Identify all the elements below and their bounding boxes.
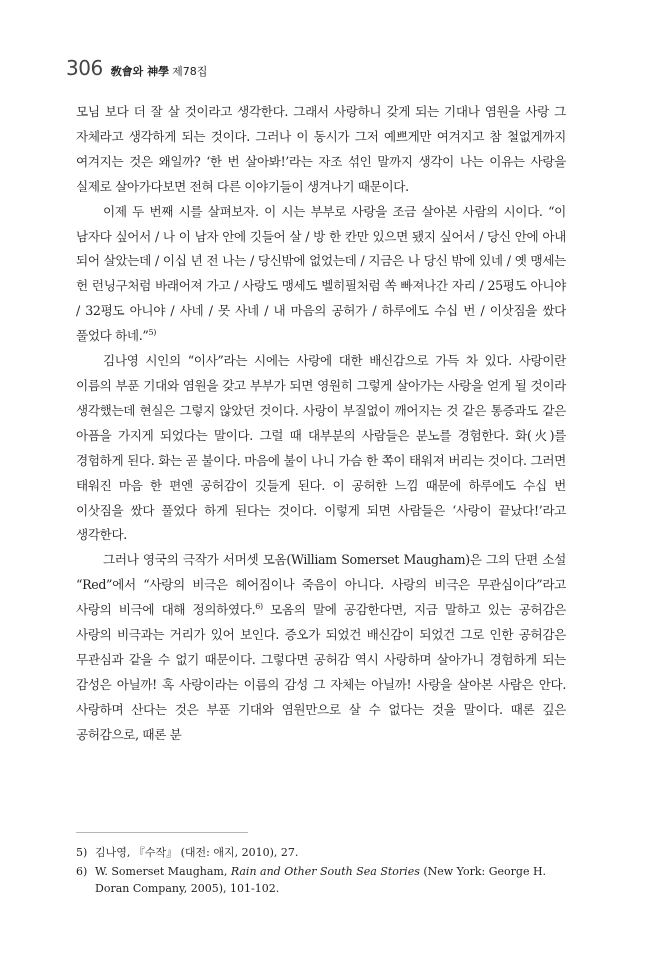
journal-title	[111, 63, 208, 79]
journal-issue: 제78집	[172, 65, 208, 78]
footnote-text	[95, 863, 566, 897]
footnote-6	[76, 863, 566, 897]
footnotes	[76, 844, 566, 899]
paragraph-second-poem	[76, 200, 566, 349]
paragraph-maugham	[76, 548, 566, 747]
footnote-book-title: Rain and Other South Sea Stories	[230, 865, 420, 878]
body-text	[76, 100, 566, 748]
footnote-ref-5[interactable]: 5)	[148, 327, 156, 337]
footnote-author: W. Somerset Maugham,	[95, 865, 231, 878]
paragraph-second-poem-text: 이제 두 번째 시를 살펴보자. 이 시는 부부로 사랑을 조금 살아본 사람의 시이다. “이 남자다 싶어서 / 나 이 남자 안에 깃들어 살 / 방 한 칸만 있으면 됐지 싶어서 / 당신 안에 아내 되어 살았는데 / 이십 년 전 나는 / 당신밖에 없었는데 / 지금은 나 당신 밖에 있네 / 옛 맹세는 헌 런닝구처럼 바래어져 가고 / 사랑도 맹세도 벨히필처럼 쏙 빠져나간 자리 / 25평도 아니야 / 32평도 아니야 / 사네 / 못 사네 / 내 마음의 공허가 / 하루에도 수십 번 / 이삿짐을 쌌다 풀었다 하네.”	[76, 203, 566, 344]
footnote-number: 5)	[76, 846, 88, 859]
footnote-divider	[76, 832, 248, 833]
page-number: 306	[66, 56, 103, 80]
paragraph-continuation: 모님 보다 더 잘 살 것이라고 생각한다. 그래서 사랑하니 갖게 되는 기대나 염원을 사랑 그 자체라고 생각하게 되는 것이다. 그러나 이 동시가 그저 예쁘게만 여겨지고 참 철없게까지 여겨지는 것은 왜일까? ‘한 번 살아봐!’라는 자조 섞인 말까지 생각이 나는 이유는 사랑을 실제로 살아가다보면 전혀 다른 이야기들이 생겨나기 때문이다.	[76, 104, 566, 194]
running-header	[66, 56, 207, 84]
footnote-publication: (New York: George H. Doran Company, 2005), 101-102.	[95, 865, 547, 895]
paragraph-poem-analysis: 김나영 시인의 “이사”라는 시에는 사랑에 대한 배신감으로 가득 차 있다. 사랑이란 이름의 부푼 기대와 염원을 갖고 부부가 되면 영원히 그렇게 살아가는 사랑을 얻게 될 것이라 생각했는데 현실은 그렇지 않았던 것이다. 사랑이 부질없이 깨어지는 것 같은 통증과도 같은 아픔을 가지게 되었다는 말이다. 그럴 때 대부분의 사람들은 분노를 경험한다. 화(火)를 경험하게 된다. 화는 곧 불이다. 마음에 불이 나니 가슴 한 쪽이 태워져 버리는 것이다. 그러면 태워진 마음 한 편엔 공허감이 깃들게 된다. 이 공허한 느낌 때문에 하루에도 수십 번 이삿짐을 쌌다 풀었다 하게 된다는 것이다. 이렇게 되면 사람들은 ‘사랑이 끝났다!’라고 생각한다.	[76, 353, 566, 543]
paragraph-maugham-text: 그러나 영국의 극작가 서머셋 모옴(William Somerset Maugham)은 그의 단편 소설 “Red”에서 “사랑의 비극은 헤어짐이나 죽음이 아니다. 사랑의 비극은 무관심이다”라고 사랑의 비극에 대해 정의하였다.$^{6)}$ 모옴의 말에 공감한다면, 지금 말하고 있는 공허감은 사랑의 비극과는 거리가 있어 보인다. 증오가 되었건 배신감이 되었건 그로 인한 공허감은 무관심과 같을 수 없기 때문이다. 그렇다면 공허감 역시 사랑하며 살아가니 경험하게 되는 감성은 아닐까! 혹 사랑이라는 이름의 감성 그 자체는 아닐까! 사랑을 살아본 사람은 안다. 사랑하며 산다는 것은 부푼 기대와 염원만으로 살 수 없다는 것을 말이다. 때론 깊은 공허감으로, 때론 분	[76, 552, 566, 742]
journal-name: 敎會와 神學	[110, 65, 170, 78]
footnote-text: 김나영, 『수작』 (대전: 애지, 2010), 27.	[95, 846, 299, 859]
footnote-number: 6)	[76, 865, 88, 878]
footnote-ref-6[interactable]: 6)	[255, 601, 263, 611]
footnote-5	[76, 844, 566, 861]
